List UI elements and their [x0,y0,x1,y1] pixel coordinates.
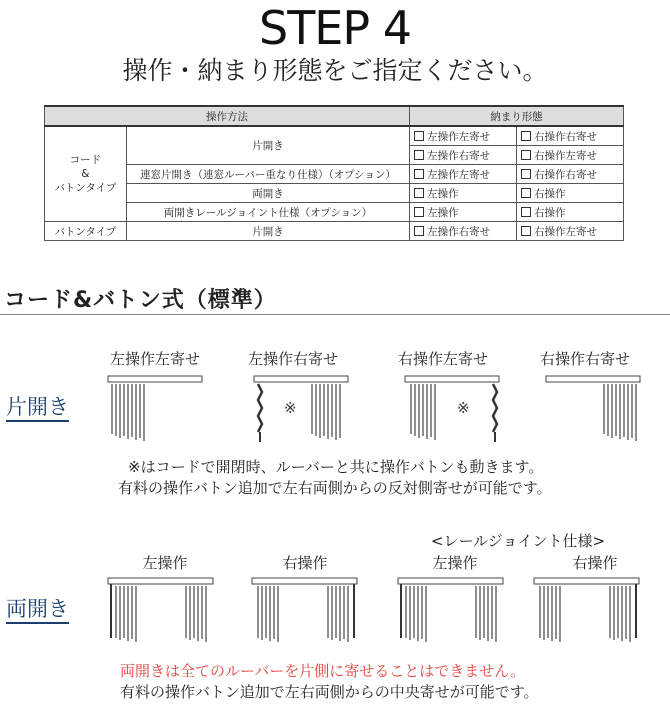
option-label: 左操作 [427,206,459,219]
blind-diagram-rail-left [398,578,504,650]
checkbox[interactable] [521,131,531,141]
caption-left-left: 左操作左寄せ [109,350,200,368]
double-open-label: 両開き [6,596,69,624]
checkbox[interactable] [521,150,531,160]
group-line-1: コード [69,154,102,166]
option-double-right[interactable] [517,184,624,203]
table-row [45,203,624,222]
note-mark: ※ [284,399,297,417]
double-note-red: 両開きは全てのルーバーを片側に寄せることはできません。 [120,662,526,680]
checkbox[interactable] [414,207,424,217]
blind-diagram-double-right [252,578,358,650]
checkbox[interactable] [414,226,424,236]
spec-table [44,105,624,241]
header-operation: 操作方法 [45,106,410,126]
row-double-label: 両開き [126,184,409,203]
option-rail-left[interactable] [410,203,517,222]
checkbox[interactable] [414,169,424,179]
row-double-rail-label: 両開きレールジョイント仕様（オプション） [126,203,409,222]
option-consecutive-right[interactable] [517,165,624,184]
table-row [45,165,624,184]
row-baton-single-label: 片開き [126,222,409,241]
double-note-2: 有料の操作バトン追加で左右両側からの中央寄せが可能です。 [120,683,539,701]
step-subtitle: 操作・納まり形態をご指定ください。 [122,56,548,85]
table-row [45,184,624,203]
option-baton-right-left[interactable] [517,222,624,241]
rail-joint-label: <レールジョイント仕様> [430,532,606,550]
table-row [45,222,624,241]
option-right-right[interactable] [517,126,624,146]
option-right-left[interactable] [517,146,624,165]
table-header-row [45,106,624,126]
option-rail-right[interactable] [517,203,624,222]
option-label: 右操作 [534,206,566,219]
caption-double-right: 右操作 [282,554,328,572]
caption-right-left: 右操作左寄せ [397,350,488,368]
caption-rail-left: 左操作 [432,554,478,572]
checkbox[interactable] [521,226,531,236]
blind-diagram-left-right [254,376,349,446]
blind-diagram-double-left [108,578,214,650]
option-left-left[interactable] [410,126,517,146]
blind-diagram-right-left [405,376,500,446]
group-cord-baton [45,126,127,222]
option-label: 左操作左寄せ [427,168,491,181]
option-label: 左操作左寄せ [427,130,491,143]
blind-diagram-left-left [108,376,203,446]
checkbox[interactable] [414,188,424,198]
option-left-right[interactable] [410,146,517,165]
option-label: 左操作右寄せ [427,225,491,238]
step-title: STEP 4 [259,1,411,55]
checkbox[interactable] [414,150,424,160]
single-note-2: 有料の操作バトン追加で左右両側からの反対側寄せが可能です。 [118,479,552,497]
checkbox[interactable] [521,188,531,198]
option-label: 左操作 [427,187,459,200]
group-line-2: & [81,168,90,180]
checkbox[interactable] [414,131,424,141]
row-consecutive-label: 連窓片開き（連窓ルーバー重なり仕様）（オプション） [126,165,409,184]
header-storage: 納まり形態 [410,106,624,126]
group-line-3: バトンタイプ [54,182,117,194]
checkbox[interactable] [521,169,531,179]
group-baton: バトンタイプ [45,222,127,241]
option-label: 右操作 [534,187,566,200]
option-double-left[interactable] [410,184,517,203]
caption-rail-right: 右操作 [572,554,618,572]
section-divider [0,314,670,315]
blind-diagram-rail-right [534,578,640,650]
option-label: 右操作右寄せ [534,168,598,181]
checkbox[interactable] [521,207,531,217]
caption-double-left: 左操作 [142,554,188,572]
note-mark: ※ [457,399,470,417]
option-label: 左操作右寄せ [427,149,491,162]
caption-left-right: 左操作右寄せ [247,350,338,368]
blind-diagram-right-right [546,376,641,446]
option-label: 右操作左寄せ [534,225,598,238]
single-note-1: ※はコードで開閉時、ルーバーと共に操作バトンも動きます。 [128,458,544,476]
section-title: コード&バトン式（標準） [4,288,277,313]
option-baton-left-right[interactable] [410,222,517,241]
option-label: 右操作右寄せ [534,130,598,143]
option-label: 右操作左寄せ [534,149,598,162]
row-single-label: 片開き [126,126,409,165]
caption-right-right: 右操作右寄せ [539,350,630,368]
table-row [45,126,624,146]
single-open-label: 片開き [6,394,69,422]
option-consecutive-left[interactable] [410,165,517,184]
